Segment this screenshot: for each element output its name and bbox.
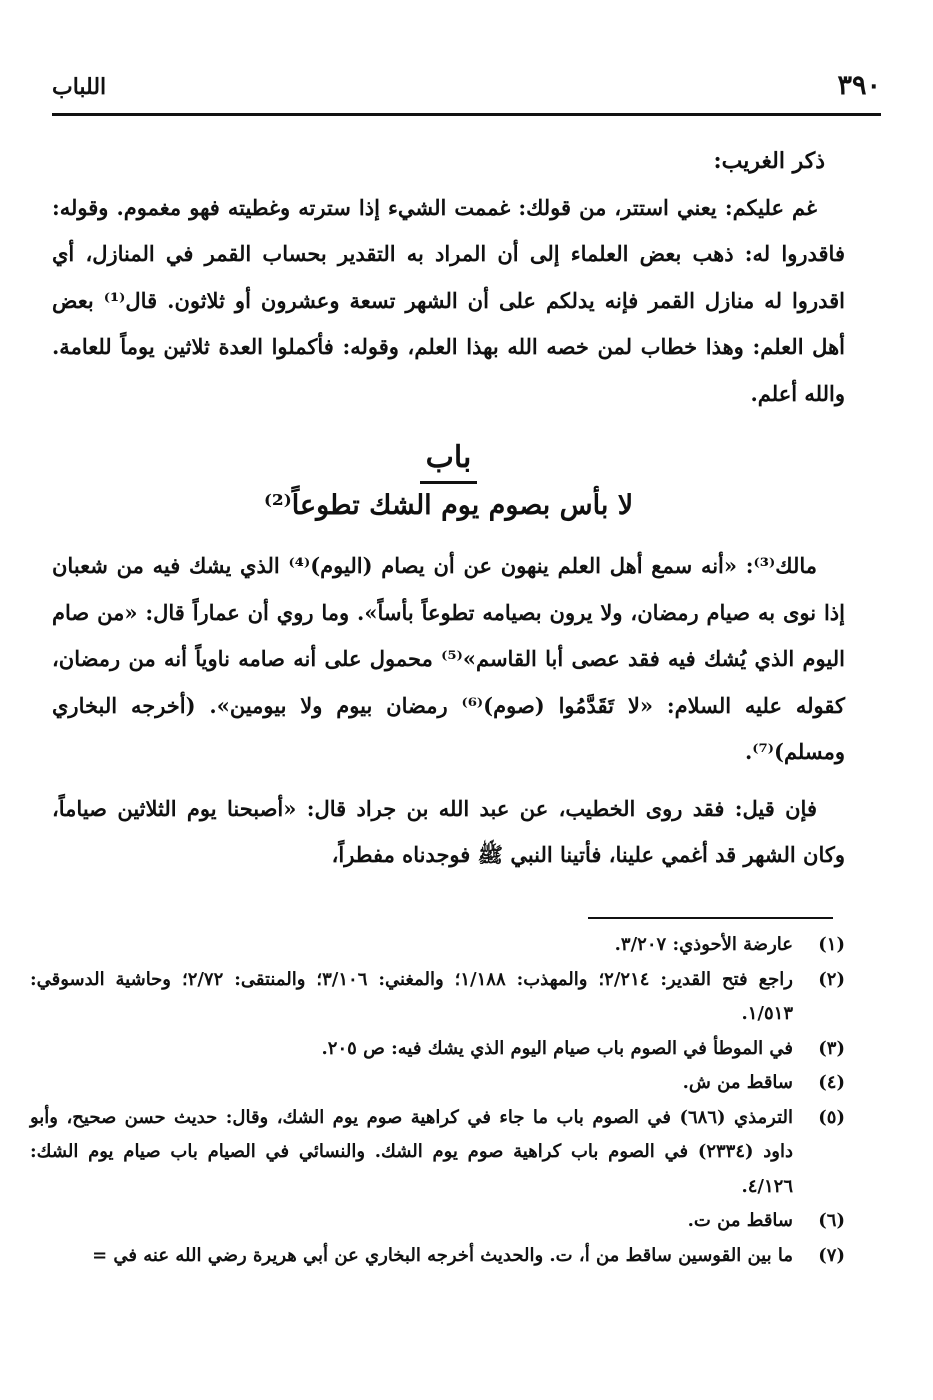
footnote-separator — [588, 917, 833, 919]
header-rule — [52, 113, 881, 116]
footnote-text: الترمذي (٦٨٦) في الصوم باب ما جاء في كراهية صوم يوم الشك، وقال: حديث حسن صحيح، وأبو داود (٢٣٣٤) في الصوم باب كراهية صوم يوم الشك. والنسائي في الصيام باب صيام يوم الشك: ٤/١٢٦. — [30, 1106, 794, 1197]
footnote-item — [30, 1239, 845, 1274]
bab-heading: باب — [420, 435, 478, 484]
footnote-item — [30, 1204, 845, 1239]
footnote-number: (٤) — [818, 1072, 845, 1093]
main-text — [52, 138, 845, 879]
footnote-text: في الموطأ في الصوم باب صيام اليوم الذي يشك فيه: ص ٢٠٥. — [321, 1037, 793, 1059]
footnote-number: (٥) — [818, 1106, 845, 1128]
footnote-text: ساقط من ش. — [682, 1072, 793, 1093]
malik-paragraph: مالك⁽³⁾: «أنه سمع أهل العلم ينهون عن أن يصام (اليوم)⁽⁴⁾ الذي يشك فيه من شعبان إذا نوى به صيام رمضان، ولا يرون بصيامه تطوعاً بأساً». وما روي أن عماراً قال: «من صام اليوم الذي يُشك فيه فقد عصى أبا القاسم»⁽⁵⁾ محمول على أنه صامه ناوياً أنه من رمضان، كقوله عليه السلام: «لا تَقَدَّمُوا (صوم)⁽⁶⁾ رمضان بيوم ولا بيومين». (أخرجه البخاري ومسلم)⁽⁷⁾. — [52, 553, 845, 764]
footnote-text: عارضة الأحوذي: ٣/٢٠٧. — [614, 934, 793, 955]
footnote-item — [30, 1101, 845, 1205]
footnote-number: (٣) — [818, 1037, 845, 1059]
footnote-number: (٦) — [818, 1210, 845, 1231]
footnote-text: ساقط من ت. — [687, 1210, 793, 1231]
footnote-item — [30, 928, 845, 963]
page-header — [52, 70, 881, 110]
footnote-number: (٢) — [818, 968, 845, 990]
footnote-item — [30, 1032, 845, 1067]
bab-heading-wrap — [52, 435, 845, 483]
running-title: اللباب — [52, 74, 107, 100]
footnote-text: راجع فتح القدير: ٢/٢١٤؛ والمهذب: ١/١٨٨؛ والمغني: ٣/١٠٦؛ والمنتقى: ٢/٧٢؛ وحاشية الدسوقي: ١/٥١٣. — [30, 968, 793, 1024]
footnote-item — [30, 1066, 845, 1101]
footnote-text: ما بين القوسين ساقط من أ، ت. والحديث أخرجه البخاري عن أبي هريرة رضي الله عنه في = — [92, 1244, 793, 1266]
page-number: ٣٩٠ — [837, 70, 881, 101]
chapter-title: لا بأس بصوم يوم الشك تطوعاً⁽²⁾ — [263, 490, 634, 521]
objection-paragraph: فإن قيل: فقد روى الخطيب، عن عبد الله بن جراد قال: «أصبحنا يوم الثلاثين صياماً، وكان الشهر قد أغمي علينا، فأتينا النبي ﷺ فوجدناه مفطراً، — [52, 795, 845, 867]
footnote-item — [30, 963, 845, 1032]
footnote-number: (١) — [818, 934, 845, 955]
footnotes — [30, 928, 845, 1273]
footnote-number: (٧) — [818, 1244, 845, 1266]
section-heading: ذكر الغريب: — [713, 148, 825, 174]
gharib-paragraph: غم عليكم: يعني استتر، من قولك: غممت الشيء إذا سترته وغطيته فهو مغموم. وقوله: فاقدروا له: ذهب بعض العلماء إلى أن المراد به التقدير بحساب القمر في المنازل، أي اقدروا له منازل القمر فإنه يدلكم على أن الشهر تسعة وعشرون أو ثلاثون. قال⁽¹⁾ بعض أهل العلم: وهذا خطاب لمن خصه الله بهذا العلم، وقوله: فأكملوا العدة ثلاثين يوماً للعامة. والله أعلم. — [52, 194, 845, 406]
